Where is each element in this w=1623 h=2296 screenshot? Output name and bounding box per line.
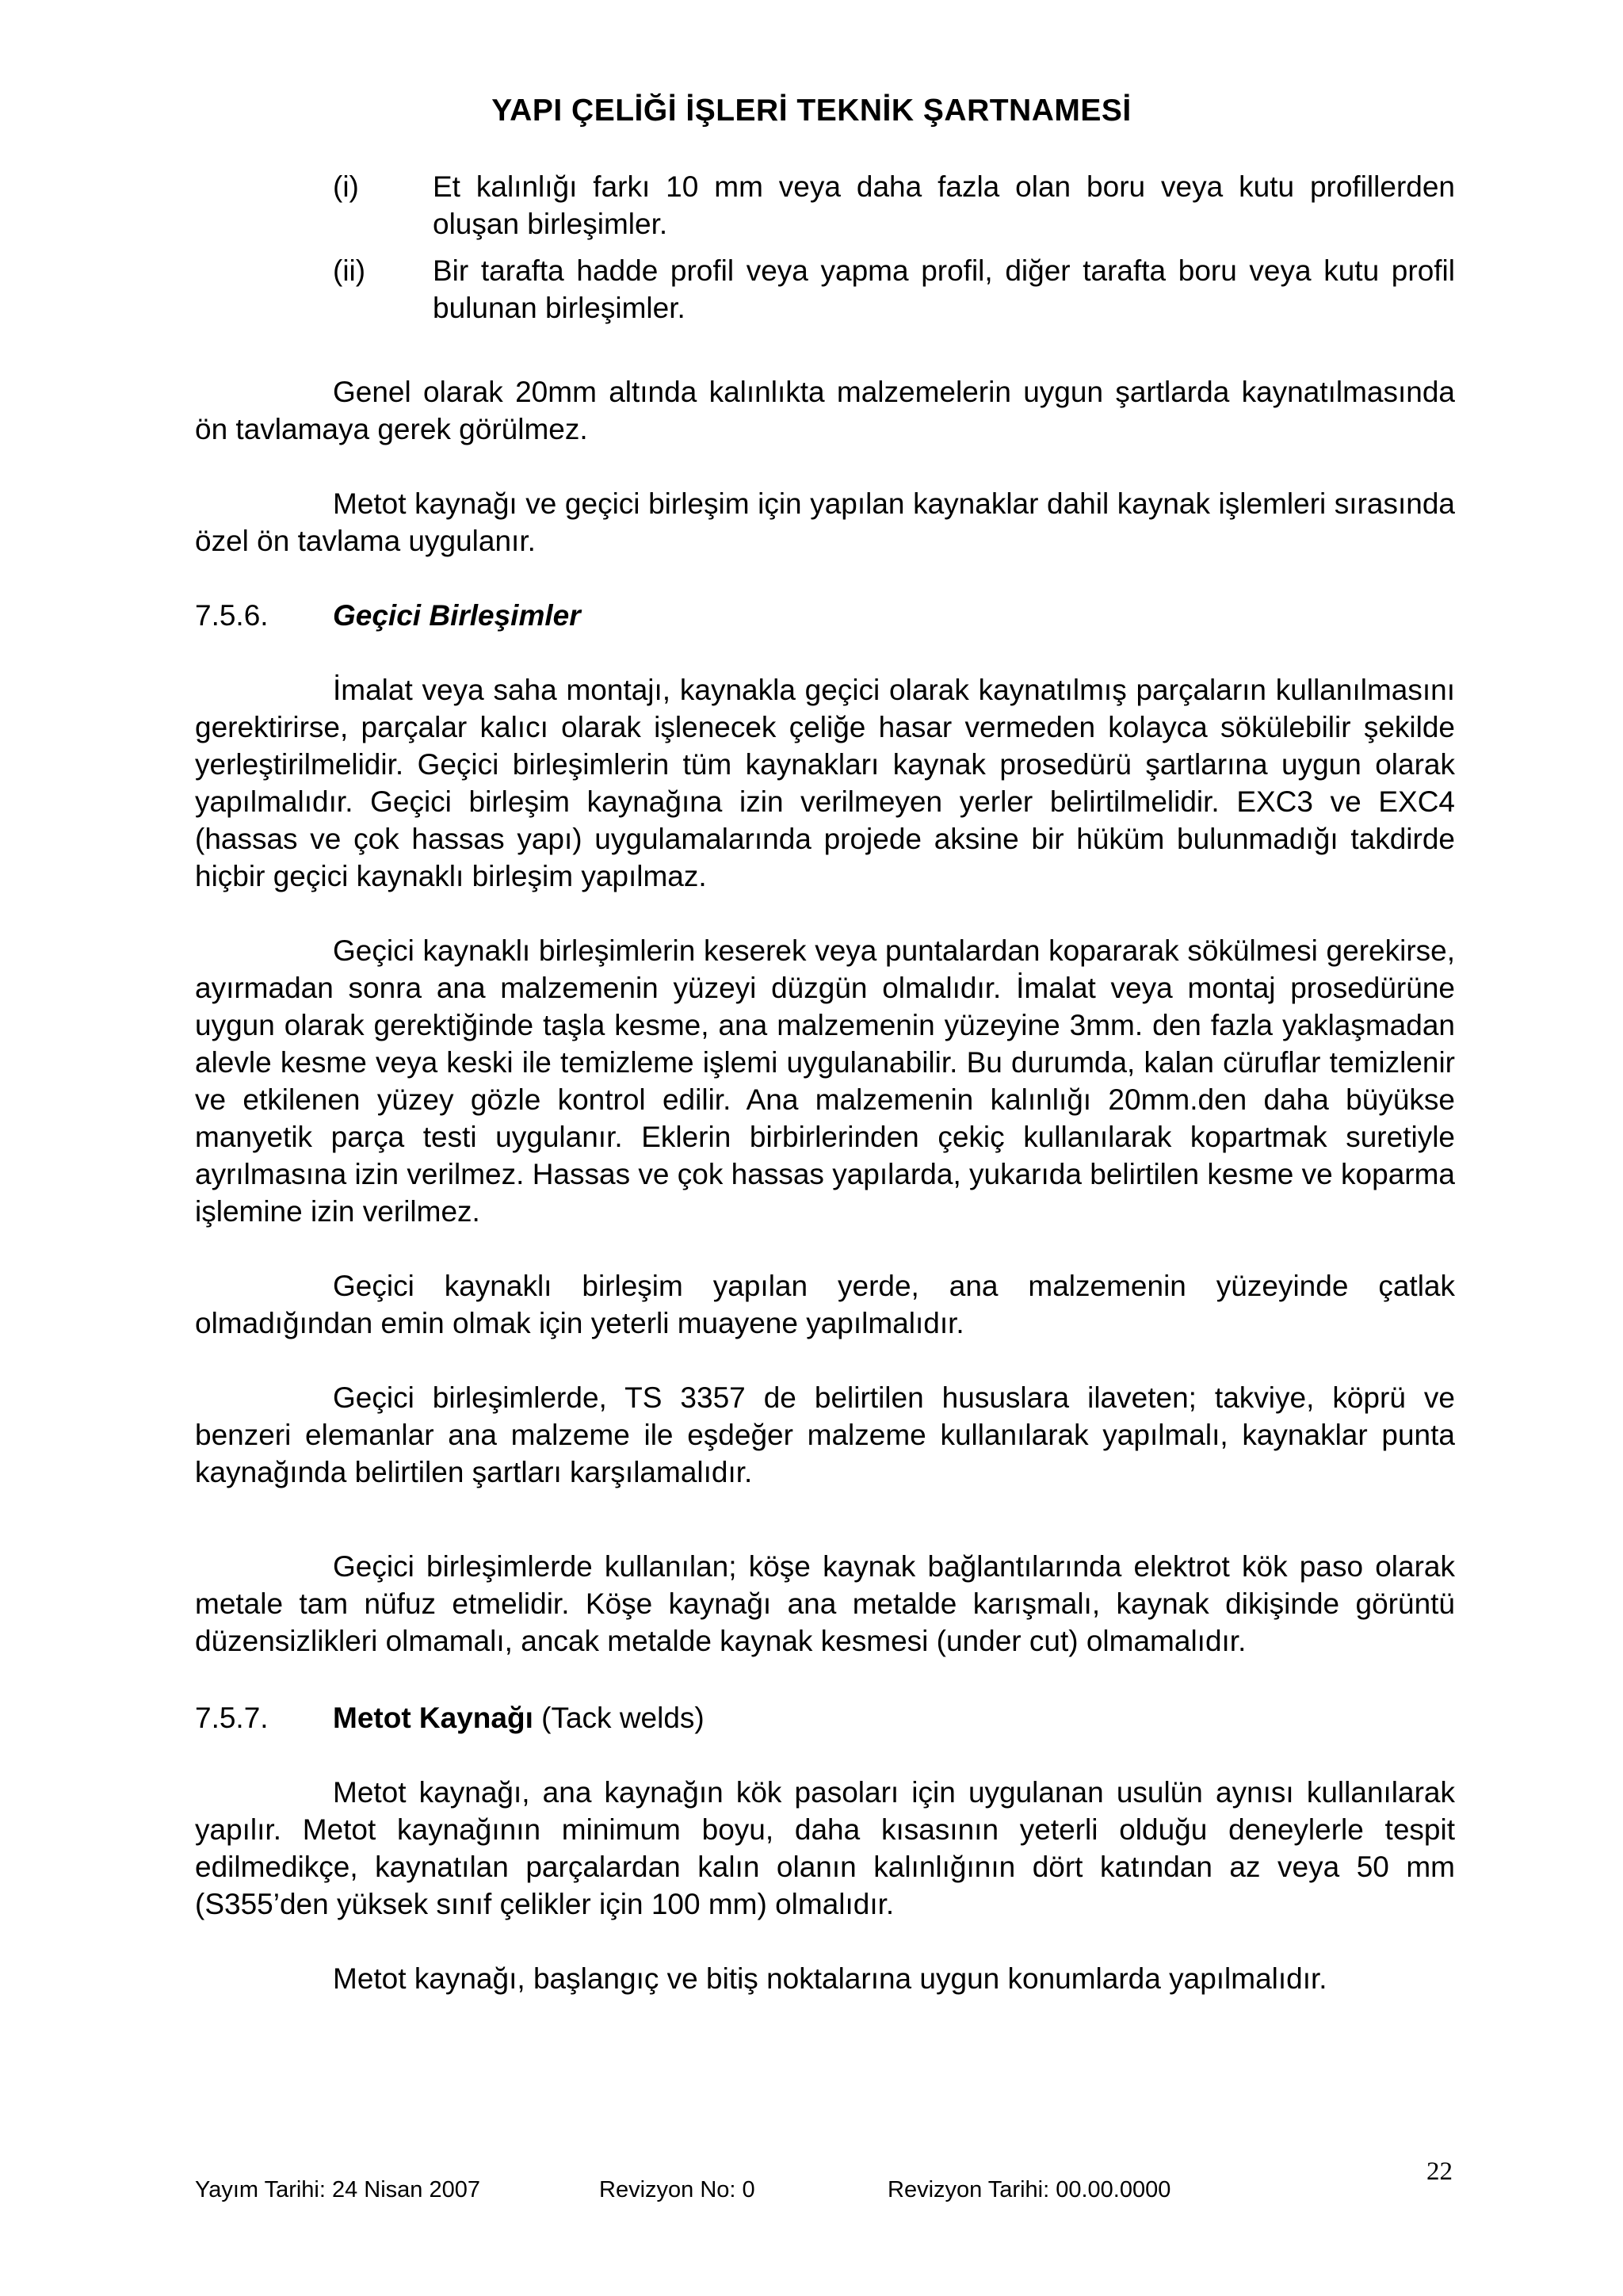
page-number: 22 [1426, 2157, 1453, 2186]
paragraph: Geçici birleşimlerde kullanılan; köşe kaynak bağlantılarında elektrot kök paso olarak metale tam nüfuz etmelidir. Köşe kaynağı ana metalde karışmalı, kaynak dikişinde görüntü düzensizlikleri olmamalı, ancak metalde kaynak kesmesi (under cut) olmamalıdır. [195, 1550, 1455, 1657]
section-heading-757 [195, 1699, 1455, 1736]
paragraph: İmalat veya saha montajı, kaynakla geçici olarak kaynatılmış parçaların kullanılmasını gerektirirse, parçalar kalıcı olarak işlenecek çeliğe hasar vermeden kolayca sökülebilir şekilde yerleştirilmelidir. Geçici birleşimlerin tüm kaynakları kaynak prosedürü şartlarına uygun olarak yapılmalıdır. Geçici birleşim kaynağına izin verilmeyen yerler belirtilmelidir. EXC3 ve EXC4 (hassas ve çok hassas yapı) uygulamalarında projede aksine bir hüküm bulunmadığı takdirde hiçbir geçici kaynaklı birleşim yapılmaz. [195, 674, 1455, 892]
section-heading-756 [195, 597, 1455, 634]
list-marker: (i) [333, 170, 359, 203]
paragraph: Geçici kaynaklı birleşimlerin keserek veya puntalardan kopararak sökülmesi gerekirse, ayırmadan sonra ana malzemenin yüzeyi düzgün olmalıdır. İmalat veya montaj prosedürüne uygun olarak gerektiğinde taşla kesme, ana malzemenin yüzeyine 3mm. den fazla yaklaşmadan alevle kesme veya keski ile temizleme işlemi uygulanabilir. Bu durumda, kalan cüruflar temizlenir ve etkilenen yüzey gözle kontrol edilir. Ana malzemenin kalınlığı 20mm.den daha büyükse manyetik parça testi uygulanır. Eklerin birbirlerinden çekiç kullanılarak kopartmak suretiyle ayrılmasına izin verilmez. Hassas ve çok hassas yapılarda, yukarıda belirtilen kesme ve koparma işlemine izin verilmez. [195, 934, 1455, 1228]
document-body [195, 168, 1455, 1997]
paragraph: Geçici birleşimlerde, TS 3357 de belirtilen hususlara ilaveten; takviye, köprü ve benzeri elemanlar ana malzeme ile eşdeğer malzeme kullanılarak yapılmalı, kaynaklar punta kaynağında belirtilen şartları karşılamalıdır. [195, 1381, 1455, 1488]
publish-date: Yayım Tarihi: 24 Nisan 2007 [195, 2177, 481, 2202]
section-title-suffix: (Tack welds) [533, 1702, 705, 1734]
section-title [333, 1699, 705, 1736]
list-item [195, 252, 1455, 327]
revision-number: Revizyon No: 0 [599, 2177, 755, 2202]
list-item [195, 168, 1455, 243]
paragraph: Metot kaynağı, başlangıç ve bitiş noktalarına uygun konumlarda yapılmalıdır. [333, 1962, 1327, 1995]
paragraph: Metot kaynağı, ana kaynağın kök pasoları için uygulanan usulün aynısı kullanılarak yapılır. Metot kaynağının minimum boyu, daha kısasının yeterli olduğu deneylerle tespit edilmedikçe, kaynatılan parçalardan kalın olanın kalınlığının dört katından az veya 50 mm (S355’den yüksek sınıf çelikler için 100 mm) olmalıdır. [195, 1776, 1455, 1920]
section-title: Geçici Birleşimler [333, 599, 581, 632]
section-number: 7.5.7. [195, 1702, 269, 1734]
document-title: YAPI ÇELİĞİ İŞLERİ TEKNİK ŞARTNAMESİ [491, 94, 1132, 128]
paragraph: Genel olarak 20mm altında kalınlıkta malzemelerin uygun şartlarda kaynatılmasında ön tavlamaya gerek görülmez. [195, 376, 1455, 445]
paragraph: Metot kaynağı ve geçici birleşim için yapılan kaynaklar dahil kaynak işlemleri sırasında özel ön tavlama uygulanır. [195, 487, 1455, 557]
section-number: 7.5.6. [195, 599, 269, 632]
section-title-bold: Metot Kaynağı [333, 1702, 533, 1734]
list-item-text: Et kalınlığı farkı 10 mm veya daha fazla olan boru veya kutu profillerden oluşan birleşimler. [433, 170, 1455, 240]
list-marker: (ii) [333, 254, 366, 287]
list-item-text: Bir tarafta hadde profil veya yapma profil, diğer tarafta boru veya kutu profil bulunan birleşimler. [433, 254, 1455, 324]
revision-date: Revizyon Tarihi: 00.00.0000 [888, 2177, 1171, 2202]
paragraph: Geçici kaynaklı birleşim yapılan yerde, ana malzemenin yüzeyinde çatlak olmadığından emin olmak için yeterli muayene yapılmalıdır. [195, 1270, 1455, 1339]
